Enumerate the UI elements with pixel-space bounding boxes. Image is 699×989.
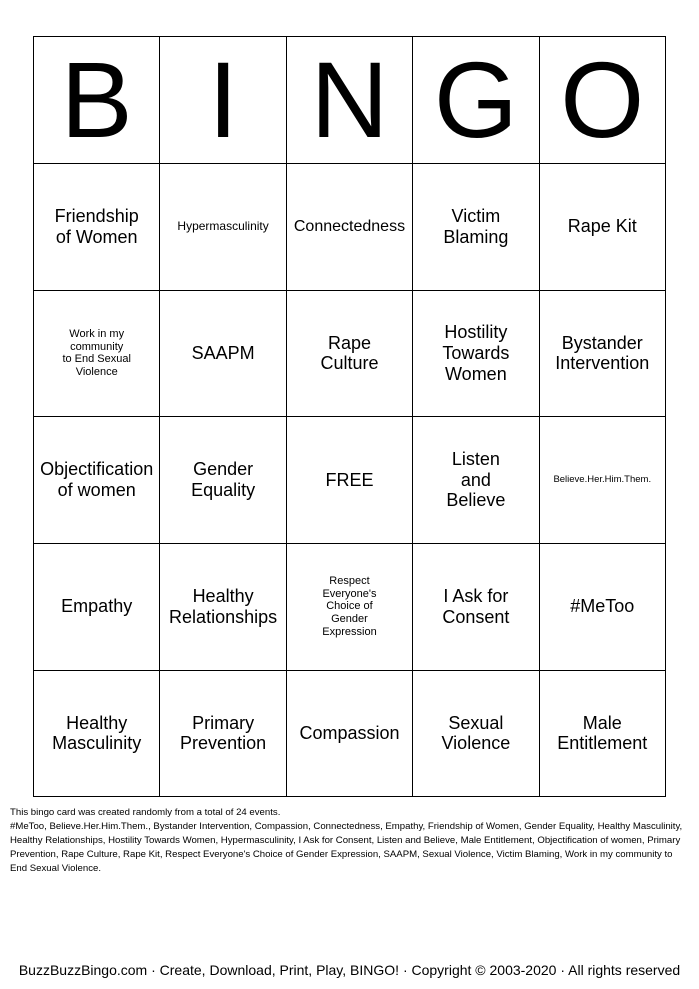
bingo-row-1: [34, 164, 666, 291]
created-note: This bingo card was created randomly from a total of 24 events.: [10, 807, 281, 818]
bingo-cell: Respect Everyone's Choice of Gender Expression: [286, 543, 412, 670]
bingo-cell: Sexual Violence: [413, 670, 539, 797]
bingo-row-4: [34, 543, 666, 670]
bingo-cell: Male Entitlement: [539, 670, 665, 797]
bingo-header-row: [34, 37, 666, 164]
bingo-cell: Connectedness: [286, 164, 412, 291]
bingo-cell: Friendship of Women: [34, 164, 160, 291]
bingo-cell: Primary Prevention: [160, 670, 286, 797]
events-list: #MeToo, Believe.Her.Him.Them., Bystander Intervention, Compassion, Connectedness, Empathy, Friendship of Women, Gender Equality, Healthy Masculinity, Healthy Relationships, Hostility Towards Women, Hypermasculinity, I Ask for Consent, Listen and Believe, Male Entitlement, Objectification of women, Primary Prevention, Rape Culture, Rape Kit, Respect Everyone's Choice of Gender Expression, SAAPM, Sexual Violence, Victim Blaming, Work in my community to End Sexual Violence.: [10, 821, 683, 874]
header-letter-i: I: [160, 37, 286, 164]
bingo-card: [33, 36, 666, 797]
bingo-cell: Victim Blaming: [413, 164, 539, 291]
bingo-cell: Compassion: [286, 670, 412, 797]
bingo-cell: Objectification of women: [34, 417, 160, 544]
bingo-row-5: [34, 670, 666, 797]
bingo-cell: Listen and Believe: [413, 417, 539, 544]
bingo-cell: Bystander Intervention: [539, 290, 665, 417]
bingo-cell: #MeToo: [539, 543, 665, 670]
bingo-row-2: [34, 290, 666, 417]
bingo-cell-free: FREE: [286, 417, 412, 544]
bingo-cell: I Ask for Consent: [413, 543, 539, 670]
bingo-cell: Rape Kit: [539, 164, 665, 291]
header-letter-g: G: [413, 37, 539, 164]
header-letter-n: N: [286, 37, 412, 164]
bingo-cell: Hypermasculinity: [160, 164, 286, 291]
copyright-line: BuzzBuzzBingo.com · Create, Download, Print, Play, BINGO! · Copyright © 2003-2020 · All rights reserved: [18, 962, 681, 978]
header-letter-o: O: [539, 37, 665, 164]
bingo-row-3: [34, 417, 666, 544]
header-letter-b: B: [34, 37, 160, 164]
bingo-cell: Empathy: [34, 543, 160, 670]
bingo-cell: Healthy Masculinity: [34, 670, 160, 797]
card-footer-notes: [10, 806, 686, 876]
bingo-cell: Healthy Relationships: [160, 543, 286, 670]
bingo-cell: Work in my community to End Sexual Violence: [34, 290, 160, 417]
bingo-cell: Believe.Her.Him.Them.: [539, 417, 665, 544]
bingo-cell: Rape Culture: [286, 290, 412, 417]
bingo-cell: Hostility Towards Women: [413, 290, 539, 417]
bingo-cell: Gender Equality: [160, 417, 286, 544]
bingo-cell: SAAPM: [160, 290, 286, 417]
